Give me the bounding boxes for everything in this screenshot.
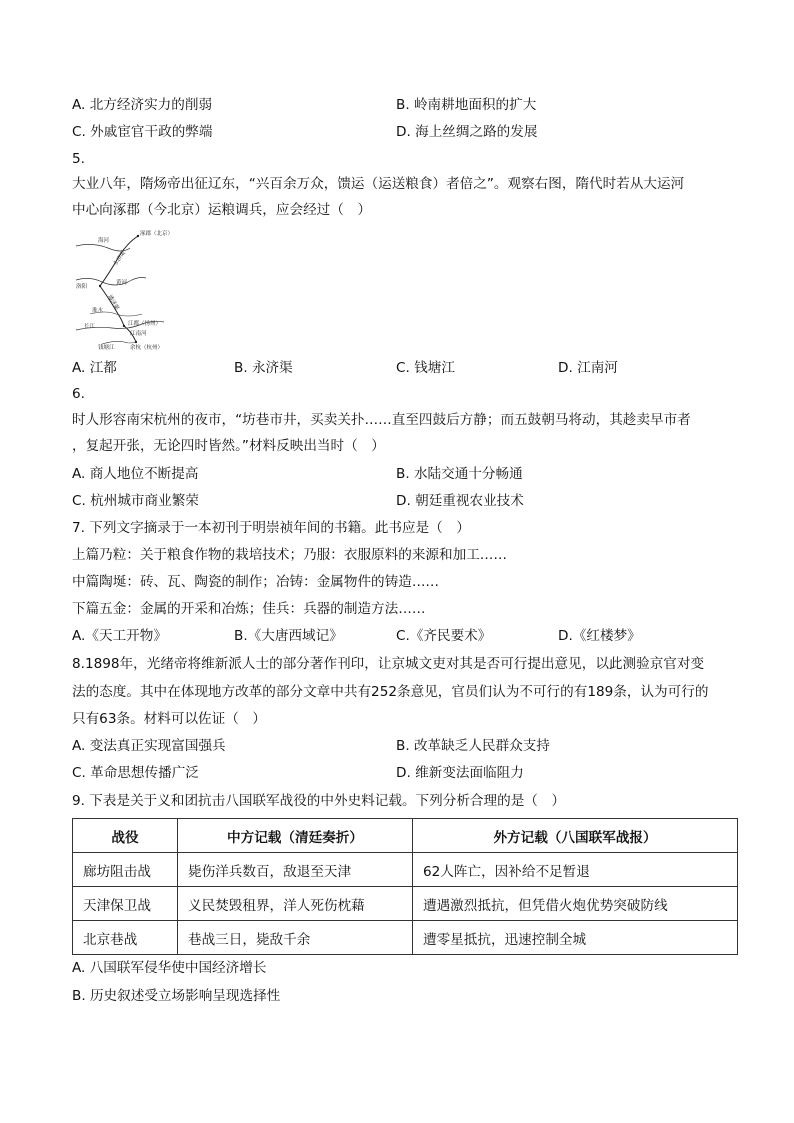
- q6-stem-line1: 时人形容南宋杭州的夜市，“坊巷市井，买卖关扑……直至四鼓后方静；而五鼓朝马将动，其趁卖早市者: [72, 412, 691, 428]
- q5-option-d: D. 江南河: [558, 360, 618, 376]
- q5-stem-line1: 大业八年，隋炀帝出征辽东，“兴百余万众，馈运（运送粮食）者倍之”。观察右图，隋代时若从大运河: [72, 176, 685, 192]
- q7-option-c: C.《齐民要术》: [396, 628, 492, 644]
- q7-option-a: A.《天工开物》: [72, 628, 167, 644]
- q8-stem-line1: 8.1898年，光绪帝将维新派人士的部分著作刊印，让京城文吏对其是否可行提出意见，以此测验京官对变: [72, 656, 705, 672]
- q4-option-b: B. 岭南耕地面积的扩大: [396, 97, 537, 113]
- q8-option-c: C. 革命思想传播广泛: [72, 765, 199, 781]
- q7-excerpt-line2: 中篇陶埏：砖、瓦、陶瓷的制作；冶铸：金属物件的铸造……: [72, 574, 440, 590]
- map-label-luoyang: 洛阳: [76, 284, 88, 290]
- map-label-haihe: 海河: [98, 238, 110, 244]
- map-label-zhuojun: 涿郡（北京）: [140, 231, 174, 237]
- q6-option-a: A. 商人地位不断提高: [72, 466, 199, 482]
- q8-stem-line3: 只有63条。材料可以佐证（ ）: [72, 711, 267, 727]
- map-label-changjiang: 长江: [84, 324, 96, 330]
- history-records-table: [72, 818, 738, 955]
- q7-stem: 7. 下列文字摘录于一本初刊于明崇祯年间的书籍。此书应是（ ）: [72, 520, 470, 536]
- map-label-yongjiqu: 永济渠: [112, 250, 128, 268]
- table-cell: 62人阵亡，因补给不足暂退: [413, 853, 738, 887]
- table-cell: 遭遇激烈抵抗，但凭借火炮优势突破防线: [413, 887, 738, 921]
- q8-stem-line2: 法的态度。其中在体现地方改革的部分文章中共有252条意见，官员们认为不可行的有189条，认为可行的: [72, 684, 709, 700]
- table-cell: 遭零星抵抗，迅速控制全城: [413, 921, 738, 955]
- q5-option-a: A. 江都: [72, 360, 117, 376]
- q8-option-d: D. 维新变法面临阻力: [396, 765, 524, 781]
- q4-option-c: C. 外戚宦官干政的弊端: [72, 124, 213, 140]
- table-row: [73, 921, 738, 955]
- q7-option-b: B.《大唐西域记》: [234, 628, 343, 644]
- q7-option-d: D.《红楼梦》: [558, 628, 641, 644]
- q9-option-a: A. 八国联军侵华使中国经济增长: [72, 960, 267, 976]
- q6-option-b: B. 水陆交通十分畅通: [396, 466, 523, 482]
- q6-number: 6.: [72, 386, 85, 402]
- table-cell: 毙伤洋兵数百，敌退至天津: [178, 853, 413, 887]
- table-row: [73, 887, 738, 921]
- map-label-huanghe: 黄河: [116, 280, 128, 286]
- q6-option-c: C. 杭州城市商业繁荣: [72, 493, 199, 509]
- map-label-yuhang: 余杭（杭州）: [130, 345, 164, 351]
- q8-option-b: B. 改革缺乏人民群众支持: [396, 738, 550, 754]
- q8-option-a: A. 变法真正实现富国强兵: [72, 738, 226, 754]
- table-cell: 北京巷战: [73, 921, 178, 955]
- q6-option-d: D. 朝廷重视农业技术: [396, 493, 524, 509]
- map-label-jiangnanhe: 江南河: [130, 331, 147, 337]
- q4-option-d: D. 海上丝绸之路的发展: [396, 124, 538, 140]
- table-cell: 巷战三日，毙敌千余: [178, 921, 413, 955]
- q7-excerpt-line1: 上篇乃粒：关于粮食作物的栽培技术；乃服：衣服原料的来源和加工……: [72, 547, 507, 563]
- map-label-tongjiqu: 通济渠: [106, 294, 120, 312]
- table-header-row: [73, 819, 738, 853]
- table-cell: 天津保卫战: [73, 887, 178, 921]
- q6-stem-line2: ，复起开张，无论四时皆然。”材料反映出当时（ ）: [72, 438, 385, 454]
- q5-stem-line2: 中心向涿郡（今北京）运粮调兵，应会经过（ ）: [72, 202, 372, 218]
- grand-canal-map: [72, 228, 184, 352]
- map-label-jiangdu: 江都（扬州）: [128, 321, 162, 327]
- q5-option-b: B. 永济渠: [234, 360, 293, 376]
- qiantangjiang-river: [102, 341, 136, 344]
- header-chinese-record: 中方记载（清廷奏折）: [178, 819, 413, 853]
- header-battle: 战役: [73, 819, 178, 853]
- q5-option-c: C. 钱塘江: [396, 360, 455, 376]
- header-foreign-record: 外方记载（八国联军战报）: [413, 819, 738, 853]
- q9-option-b: B. 历史叙述受立场影响呈现选择性: [72, 988, 281, 1004]
- q7-excerpt-line3: 下篇五金：金属的开采和冶炼；佳兵：兵器的制造方法……: [72, 601, 426, 617]
- map-label-qiantangjiang: 钱塘江: [98, 345, 115, 351]
- table-cell: 义民焚毁租界，洋人死伤枕藉: [178, 887, 413, 921]
- table-cell: 廊坊阻击战: [73, 853, 178, 887]
- map-label-huaishui: 淮水: [92, 308, 104, 314]
- q9-stem: 9. 下表是关于义和团抗击八国联军战役的中外史料记载。下列分析合理的是（ ）: [72, 793, 566, 809]
- q4-option-a: A. 北方经济实力的削弱: [72, 97, 213, 113]
- table-row: [73, 853, 738, 887]
- q5-number: 5.: [72, 151, 85, 167]
